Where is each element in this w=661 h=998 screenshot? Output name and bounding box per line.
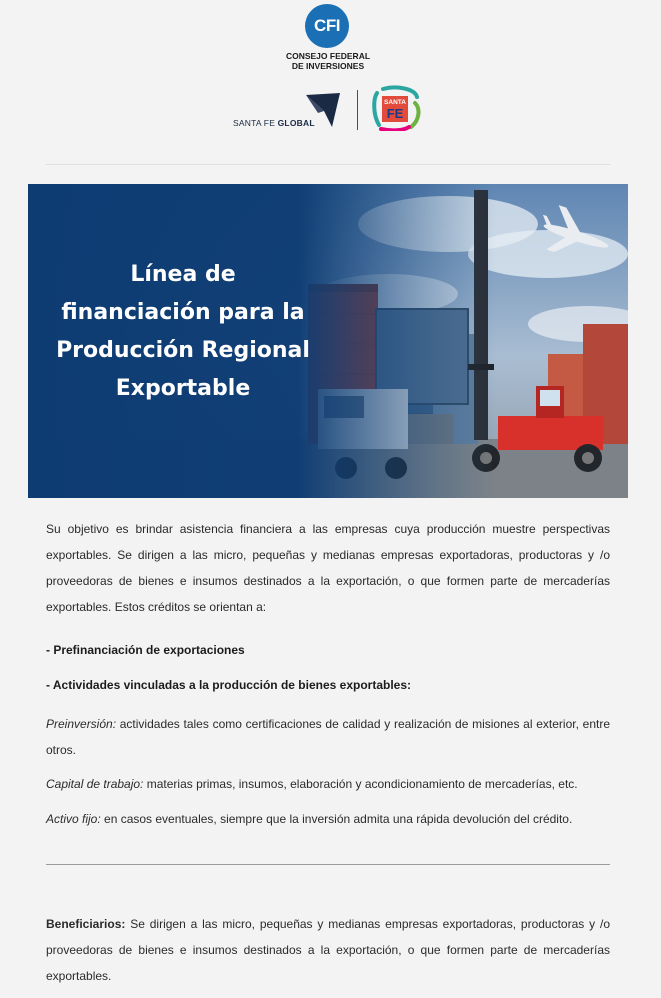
sfg-brand-part2: GLOBAL [277,118,315,128]
item-text: materias primas, insumos, elaboración y acondicionamiento de mercaderías, etc. [143,777,578,791]
cfi-name-line2: DE INVERSIONES [291,61,365,71]
item-label: Activo fijo: [46,812,101,826]
santa-fe-logo-top: SANTA [384,99,406,106]
hero-title-line: Línea de [130,262,236,287]
cfi-logo-text: CFI [314,16,340,35]
sfg-brand-part1: SANTA FE [233,118,278,128]
bullet-actividades: - Actividades vinculadas a la producción de bienes exportables: [46,678,411,692]
item-capital-trabajo [46,771,610,797]
header-divider [46,164,610,165]
bullet-prefinanciacion: - Prefinanciación de exportaciones [46,643,245,657]
intro-paragraph: Su objetivo es brindar asistencia financiera a las empresas cuya producción muestre perspectivas exportables. Se dirigen a las micro, pequeñas y medianas empresas exportadoras, productoras y /o proveedoras de bienes e insumos destinados a la exportación, o que formen parte de mercaderías exportables. Estos créditos se orientan a: [46,522,610,614]
logo-divider [357,90,358,130]
item-label: Capital de trabajo: [46,777,144,791]
cfi-logo [305,4,349,48]
beneficiarios-text: Se dirigen a las micro, pequeñas y medianas empresas exportadoras, productoras y /o proveedoras de bienes e insumos destinados a la exportación, o que formen parte de mercaderías exportables. [46,917,610,983]
santa-fe-logo-bottom: FE [386,106,404,121]
beneficiarios-label: Beneficiarios: [46,917,126,931]
section-divider [46,864,610,865]
hero-title-line: Exportable [115,376,251,401]
item-text: actividades tales como certificaciones de calidad y realización de misiones al exterior, entre otros. [46,717,610,757]
cfi-name-line1: CONSEJO FEDERAL [285,51,371,61]
cfi-name [270,51,386,71]
hero-title-line: financiación para la [61,300,305,325]
hero-banner [28,184,628,498]
santa-fe-global-label [233,118,315,128]
item-text: en casos eventuales, siempre que la inversión admita una rápida devolución del crédito. [100,812,573,826]
item-preinversion [46,711,610,763]
hero-title-line: Producción Regional [56,338,310,363]
santa-fe-logo [371,85,423,131]
intro-section [46,516,610,620]
hero-title [28,256,338,408]
beneficiarios-section [46,911,610,989]
item-label: Preinversión: [46,717,117,731]
item-activo-fijo [46,806,610,832]
santa-fe-global-icon [306,93,340,127]
